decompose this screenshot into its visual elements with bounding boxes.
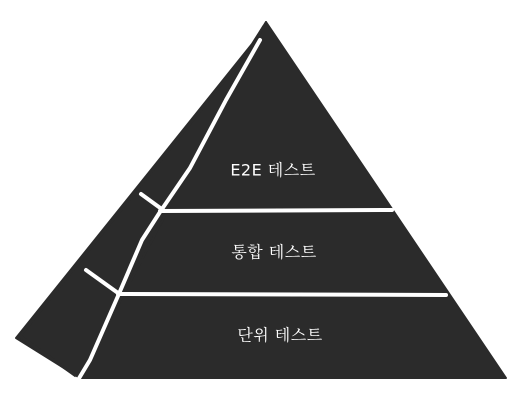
layer-label-e2e: E2E 테스트 [230,160,316,180]
layer-label-integration: 통합 테스트 [231,242,317,262]
layer-label-unit: 단위 테스트 [237,325,323,345]
divider-integration-unit [118,294,446,295]
divider-e2e-integration [160,210,392,211]
